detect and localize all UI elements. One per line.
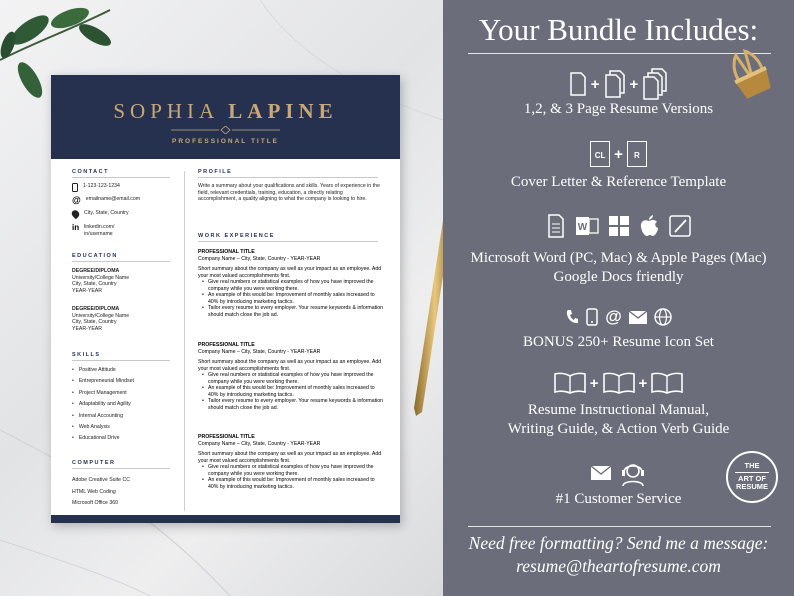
guide-icons xyxy=(443,372,794,394)
linkedin-line2: in/username xyxy=(84,230,113,237)
divider xyxy=(72,261,170,262)
word-icon xyxy=(575,215,599,237)
two-page-icon xyxy=(604,70,626,98)
linkedin-line1: linkedin.com/ xyxy=(84,224,115,230)
list-item: • Internal Accounting xyxy=(72,411,134,422)
last-name: LAPINE xyxy=(228,99,338,123)
divider xyxy=(468,526,771,527)
plus-icon: + xyxy=(638,374,648,392)
resume-footer xyxy=(51,515,400,523)
resume-name xyxy=(51,99,400,124)
binder-clip xyxy=(720,45,782,107)
list-item: • An example of this would be: Improvement of monthly sales increased to 40% by introducing marketing tactics. xyxy=(202,385,383,398)
feature-manual-line1: Resume Instructional Manual, xyxy=(527,402,710,418)
computer-list xyxy=(72,475,130,510)
headset-support-icon xyxy=(619,459,647,487)
contact-email: @ emailname@email.com xyxy=(72,195,141,205)
envelope-icon xyxy=(629,311,647,324)
feature-manual-line2: Writing Guide, & Action Verb Guide xyxy=(507,421,730,437)
divider xyxy=(72,468,170,469)
location-pin-icon xyxy=(70,209,81,220)
contact-email-link[interactable]: resume@theartofresume.com xyxy=(516,556,721,576)
windows-icon xyxy=(609,216,629,236)
plus-icon: + xyxy=(590,75,600,93)
svg-text:W: W xyxy=(577,222,587,233)
feature-customer-service: #1 Customer Service xyxy=(555,491,682,507)
list-item: • Project Management xyxy=(72,388,134,399)
plus-icon: + xyxy=(614,145,623,163)
profile-heading: PROFILE xyxy=(198,169,233,175)
list-item: Adobe Creative Suite CC xyxy=(72,477,130,483)
contact-location: City, State, Country xyxy=(72,210,129,218)
art-of-resume-logo: THE ART OF RESUME xyxy=(726,451,778,503)
reference-doc-icon: R xyxy=(627,141,647,167)
book-icon xyxy=(554,372,586,394)
list-item: Microsoft Office 360 xyxy=(72,500,119,506)
book-icon xyxy=(651,372,683,394)
at-icon: @ xyxy=(72,195,81,205)
three-page-icon xyxy=(642,68,668,100)
bonus-icons xyxy=(443,307,794,327)
linkedin-icon: in xyxy=(72,223,80,232)
computer-heading: COMPUTER xyxy=(72,460,116,466)
job-entry: PROFESSIONAL TITLE Company Name – City, State, Country - YEAR-YEAR Short summary about the company as well as your impact as an employee. Add your most valued accomplishments first. • Give real numbers or statistical examples of how you have improved the company while you were working there. • An example of this would be: Improvement of monthly sales increased to 40% by introducing marketing tactics. • Tailor every resume to every employer. Your resume keywords & information should match close the job ad. xyxy=(198,249,383,318)
document-icon xyxy=(547,214,565,238)
professional-title: PROFESSIONAL TITLE xyxy=(171,138,280,145)
one-page-icon xyxy=(569,72,587,96)
pages-icon xyxy=(669,215,691,237)
education-heading: EDUCATION xyxy=(72,253,118,259)
feature-bonus-icons: BONUS 250+ Resume Icon Set xyxy=(523,334,714,350)
education-entry: DEGREE/DIPLOMA University/College Name City, State, Country YEAR-YEAR xyxy=(72,268,130,294)
divider xyxy=(198,177,378,178)
list-item: • Web Analysis xyxy=(72,422,134,433)
plus-icon: + xyxy=(629,75,639,93)
column-divider xyxy=(184,171,185,511)
list-item: • Give real numbers or statistical examples of how you have improved the company while you were working there. xyxy=(202,464,383,477)
list-item: • Give real numbers or statistical examples of how you have improved the company while you were working there. xyxy=(202,372,383,385)
work-heading: WORK EXPERIENCE xyxy=(198,233,275,239)
job-entry: PROFESSIONAL TITLE Company Name – City, State, Country - YEAR-YEAR Short summary about the company as well as your impact as an employee. Add your most valued accomplishments first. • Give real numbers or statistical examples of how you have improved the company while you were working there. • An example of this would be: Improvement of monthly sales increased to 40% by introducing marketing tactics. xyxy=(198,434,383,490)
feature-cover-letter: Cover Letter & Reference Template xyxy=(510,174,727,190)
education-entry: DEGREE/DIPLOMA University/College Name City, State, Country YEAR-YEAR xyxy=(72,306,130,332)
list-item: • An example of this would be: Improvement of monthly sales increased to 40% by introducing marketing tactics. xyxy=(202,292,383,305)
contact-heading: CONTACT xyxy=(72,169,109,175)
feature-page-versions: 1,2, & 3 Page Resume Versions xyxy=(523,101,714,117)
phone-call-icon xyxy=(565,309,579,325)
list-item: HTML Web Coding xyxy=(72,488,116,495)
divider xyxy=(72,177,170,178)
feature-compatibility-line2: Google Docs friendly xyxy=(553,269,684,285)
list-item: • Positive Attitude xyxy=(72,365,134,376)
divider xyxy=(72,360,170,361)
profile-text: Write a summary about your qualifications and skills. Years of experience in the field, relevant credentials, training, education, a directly relating accomplishment, a quality aligning to what the company is looking to hire. xyxy=(198,183,380,203)
phone-icon xyxy=(72,183,78,192)
divider xyxy=(198,241,378,242)
list-item: • Tailor every resume to every employer. Your resume keywords & information should match close the job ad. xyxy=(202,305,383,318)
envelope-icon xyxy=(591,466,611,480)
contact-phone: 1-123-123-1234 xyxy=(72,183,120,192)
plus-icon: + xyxy=(589,374,599,392)
skills-list xyxy=(72,365,134,445)
list-item: • Educational Drive xyxy=(72,433,134,444)
cover-letter-icons xyxy=(443,141,794,167)
panel-title: Your Bundle Includes: xyxy=(478,12,759,47)
at-sign-icon: @ xyxy=(605,307,622,326)
software-icons xyxy=(443,214,794,238)
list-item: • Adaptability and Agility xyxy=(72,399,134,410)
globe-icon xyxy=(654,308,672,326)
skills-heading: SKILLS xyxy=(72,352,101,358)
feature-compatibility-line1: Microsoft Word (PC, Mac) & Apple Pages (Mac) xyxy=(470,250,767,266)
apple-icon xyxy=(639,215,659,237)
cta-message: Need free formatting? Send me a message: xyxy=(468,533,769,553)
first-name: SOPHIA xyxy=(113,99,219,123)
job-entry: PROFESSIONAL TITLE Company Name – City, State, Country - YEAR-YEAR Short summary about the company as well as your impact as an employee. Add your most valued accomplishments first. • Give real numbers or statistical examples of how you have improved the company while you were working there. • An example of this would be: Improvement of monthly sales increased to 40% by introducing marketing tactics. • Tailor every resume to every employer. Your resume keywords & information should match close the job ad. xyxy=(198,342,383,411)
book-icon xyxy=(603,372,635,394)
list-item: • An example of this would be: Improvement of monthly sales increased to 40% by introducing marketing tactics. xyxy=(202,477,383,490)
mobile-icon xyxy=(586,308,598,326)
diamond-divider xyxy=(171,126,280,134)
contact-linkedin xyxy=(72,224,114,237)
list-item: • Tailor every resume to every employer. Your resume keywords & information should match close the job ad. xyxy=(202,398,383,411)
resume-preview xyxy=(51,75,400,523)
list-item: • Give real numbers or statistical examples of how you have improved the company while you were working there. xyxy=(202,279,383,292)
list-item: • Entrepreneurial Mindset xyxy=(72,376,134,387)
cover-letter-doc-icon: CL xyxy=(590,141,610,167)
